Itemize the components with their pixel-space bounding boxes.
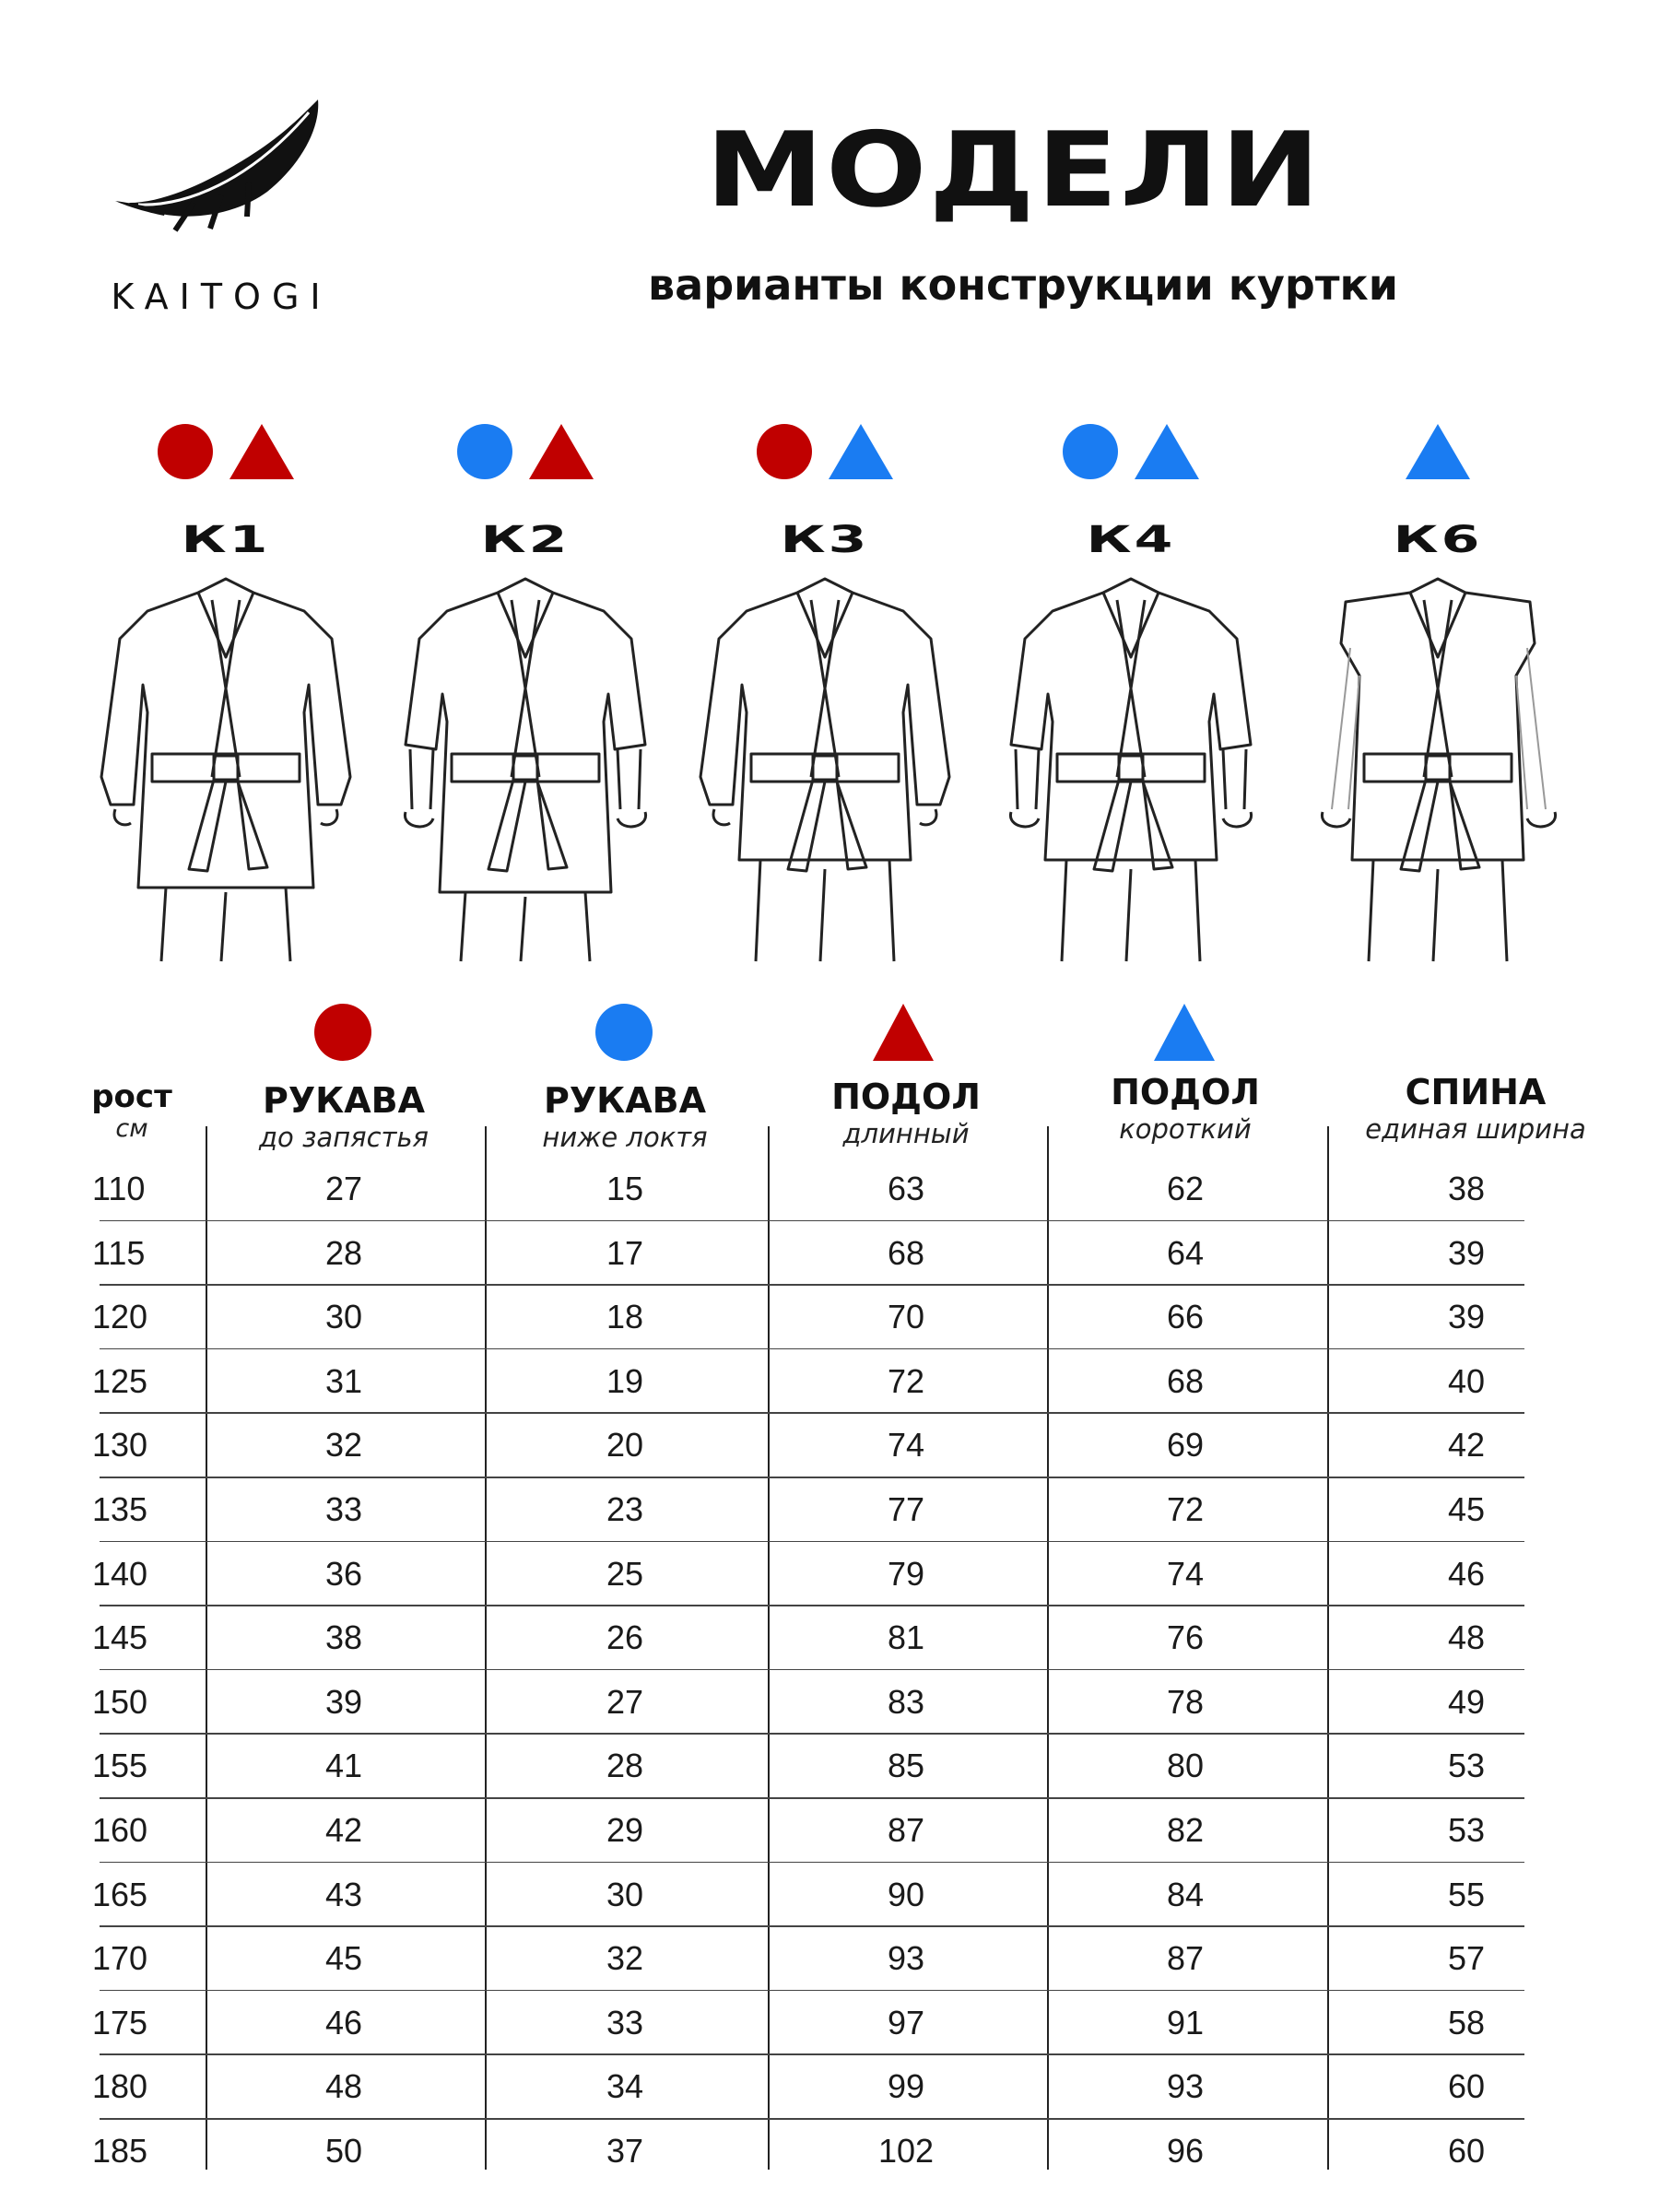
measurement-cell: 29 [606,1811,644,1849]
measurement-cell: 38 [1447,1170,1486,1207]
measurement-cell: 42 [324,1811,363,1849]
table-row [0,2119,1659,2183]
header-sleeve-wrist [206,1080,482,1154]
blue-triangle-icon [1133,422,1201,481]
measurement-cell: 30 [606,1875,644,1913]
measurement-cell: 23 [606,1490,644,1528]
measurement-cell: 42 [1447,1426,1486,1465]
model-code: К3 [780,519,870,561]
measurement-cell: 63 [887,1170,925,1207]
measurement-cell: 99 [887,2067,925,2106]
height-cell: 130 [92,1426,148,1465]
header-sleeve-elbow [487,1080,763,1154]
height-cell: 110 [92,1170,146,1207]
measurement-cell: 62 [1166,1170,1205,1207]
measurement-cell: 79 [887,1554,925,1593]
table-row [0,1926,1659,1991]
measurement-cell: 46 [1447,1554,1486,1593]
blue-circle-icon [455,422,514,481]
measurement-cell: 68 [1166,1361,1205,1400]
measurement-cell: 40 [1447,1361,1486,1400]
measurement-cell: 20 [606,1426,644,1465]
measurement-cell: 19 [606,1361,644,1400]
measurement-cell: 18 [606,1298,644,1336]
measurement-cell: 97 [887,2003,925,2041]
height-cell: 135 [92,1490,148,1528]
measurement-cell: 50 [324,2132,363,2170]
measurement-cell: 64 [1166,1233,1205,1272]
red-triangle-icon [871,1000,935,1065]
height-cell: 145 [92,1618,148,1657]
table-row [0,1670,1659,1735]
height-cell: 150 [92,1682,148,1721]
measurement-cell: 17 [606,1233,644,1272]
measurement-cell: 32 [324,1426,363,1465]
table-row [0,1863,1659,1927]
measurement-cell: 76 [1166,1618,1205,1657]
model-code: К4 [1086,519,1176,561]
measurement-cell: 69 [1166,1426,1205,1465]
height-cell: 185 [92,2132,148,2170]
header-sub: до запястья [259,1122,429,1153]
jacket-long-sleeve-icon [74,574,378,971]
measurement-cell: 43 [324,1875,363,1913]
measurement-cell: 33 [606,2003,644,2041]
measurement-cell: 41 [324,1747,363,1785]
measurement-cell: 93 [1166,2067,1205,2106]
measurement-cell: 102 [877,2132,935,2170]
table-row [0,1157,1659,1221]
table-row [0,1991,1659,2055]
measurement-cell: 39 [1447,1233,1486,1272]
measurement-cell: 78 [1166,1682,1205,1721]
measurement-cell: 49 [1447,1682,1486,1721]
measurement-cell: 15 [606,1170,644,1207]
measurement-cell: 26 [606,1618,644,1657]
measurement-cell: 90 [887,1875,925,1913]
model-code: К2 [480,519,571,561]
measurement-cell: 74 [1166,1554,1205,1593]
jacket-short-sleeve-short-hem-icon [979,574,1283,971]
model-code: К1 [181,519,271,561]
blue-triangle-icon [1404,422,1472,481]
brand-name: KAITOGI [111,276,332,317]
height-cell: 165 [92,1875,148,1913]
height-cell: 115 [92,1233,146,1272]
measurement-cell: 28 [606,1747,644,1785]
model-code: К6 [1393,519,1483,561]
header-sub: единая ширина [1365,1113,1586,1145]
table-row [0,1542,1659,1606]
measurement-cell: 36 [324,1554,363,1593]
measurement-cell: 45 [324,1939,363,1978]
measurement-cell: 57 [1447,1939,1486,1978]
measurement-cell: 48 [1447,1618,1486,1657]
measurement-cell: 70 [887,1298,925,1336]
measurement-cell: 53 [1447,1811,1486,1849]
header-sub: ниже локтя [542,1122,708,1153]
measurement-cell: 27 [324,1170,363,1207]
table-row [0,1477,1659,1542]
table-row [0,1349,1659,1414]
header-main: РУКАВА [263,1080,425,1121]
measurement-cell: 31 [324,1361,363,1400]
header-sub: длинный [842,1118,970,1149]
measurement-cell: 39 [1447,1298,1486,1336]
model-k3 [673,419,977,991]
red-triangle-icon [228,422,296,481]
measurement-cell: 80 [1166,1747,1205,1785]
measurement-cell: 93 [887,1939,925,1978]
measurement-cell: 87 [887,1811,925,1849]
header-main: рост [91,1078,172,1115]
measurement-cell: 77 [887,1490,925,1528]
measurement-cell: 46 [324,2003,363,2041]
vest-jacket-icon [1286,574,1590,971]
measurement-cell: 38 [324,1618,363,1657]
measurement-cell: 53 [1447,1747,1486,1785]
header-height [81,1077,182,1141]
measurement-cell: 55 [1447,1875,1486,1913]
measurement-cell: 39 [324,1682,363,1721]
height-cell: 155 [92,1747,148,1785]
height-cell: 170 [92,1939,148,1978]
header-sub: короткий [1119,1113,1252,1145]
measurement-cell: 33 [324,1490,363,1528]
measurement-cell: 85 [887,1747,925,1785]
measurement-cell: 84 [1166,1875,1205,1913]
page-subtitle: варианты конструкции куртки [648,260,1398,310]
measurement-cell: 74 [887,1426,925,1465]
table-row [0,1413,1659,1477]
measurement-cell: 87 [1166,1939,1205,1978]
height-cell: 180 [92,2067,148,2106]
measurement-cell: 37 [606,2132,644,2170]
height-cell: 120 [92,1298,148,1336]
height-cell: 125 [92,1361,148,1400]
model-k1 [74,419,378,991]
feather-logo-icon [111,92,332,249]
measurement-cell: 45 [1447,1490,1486,1528]
blue-circle-icon [1061,422,1120,481]
red-circle-icon [311,1000,375,1065]
measurement-cell: 68 [887,1233,925,1272]
measurement-cell: 82 [1166,1811,1205,1849]
blue-triangle-icon [1152,1000,1217,1065]
blue-circle-icon [592,1000,656,1065]
measurement-cell: 96 [1166,2132,1205,2170]
measurement-cell: 58 [1447,2003,1486,2041]
model-k2 [373,419,677,991]
measurement-cell: 81 [887,1618,925,1657]
red-circle-icon [156,422,215,481]
measurement-cell: 28 [324,1233,363,1272]
header-main: СПИНА [1405,1072,1547,1112]
height-cell: 140 [92,1554,148,1593]
measurement-cell: 32 [606,1939,644,1978]
measurement-cell: 30 [324,1298,363,1336]
red-circle-icon [755,422,814,481]
page-title: МОДЕЛИ [705,111,1323,230]
measurement-cell: 72 [1166,1490,1205,1528]
measurement-cell: 83 [887,1682,925,1721]
model-k6 [1286,419,1590,991]
measurement-cell: 25 [606,1554,644,1593]
table-row [0,1734,1659,1798]
header-main: РУКАВА [544,1080,706,1121]
size-table [0,1157,1659,2198]
table-row [0,1606,1659,1670]
table-row [0,1285,1659,1349]
table-row [0,1798,1659,1863]
red-triangle-icon [527,422,595,481]
header-hem-long [768,1077,1044,1150]
table-row [0,1221,1659,1286]
measurement-cell: 72 [887,1361,925,1400]
jacket-long-sleeve-short-hem-icon [673,574,977,971]
header-main: ПОДОЛ [1111,1072,1260,1112]
height-cell: 160 [92,1811,148,1849]
header-back [1328,1072,1623,1146]
measurement-cell: 48 [324,2067,363,2106]
measurement-cell: 34 [606,2067,644,2106]
measurement-cell: 60 [1447,2067,1486,2106]
header-main: ПОДОЛ [831,1077,981,1117]
header-sub: см [115,1114,148,1143]
measurement-cell: 91 [1166,2003,1205,2041]
header-hem-short [1047,1072,1324,1146]
jacket-short-sleeve-icon [373,574,677,971]
measurement-cell: 60 [1447,2132,1486,2170]
measurement-cell: 27 [606,1682,644,1721]
model-k4 [979,419,1283,991]
height-cell: 175 [92,2003,148,2041]
measurement-cell: 66 [1166,1298,1205,1336]
blue-triangle-icon [827,422,895,481]
table-row [0,2054,1659,2119]
